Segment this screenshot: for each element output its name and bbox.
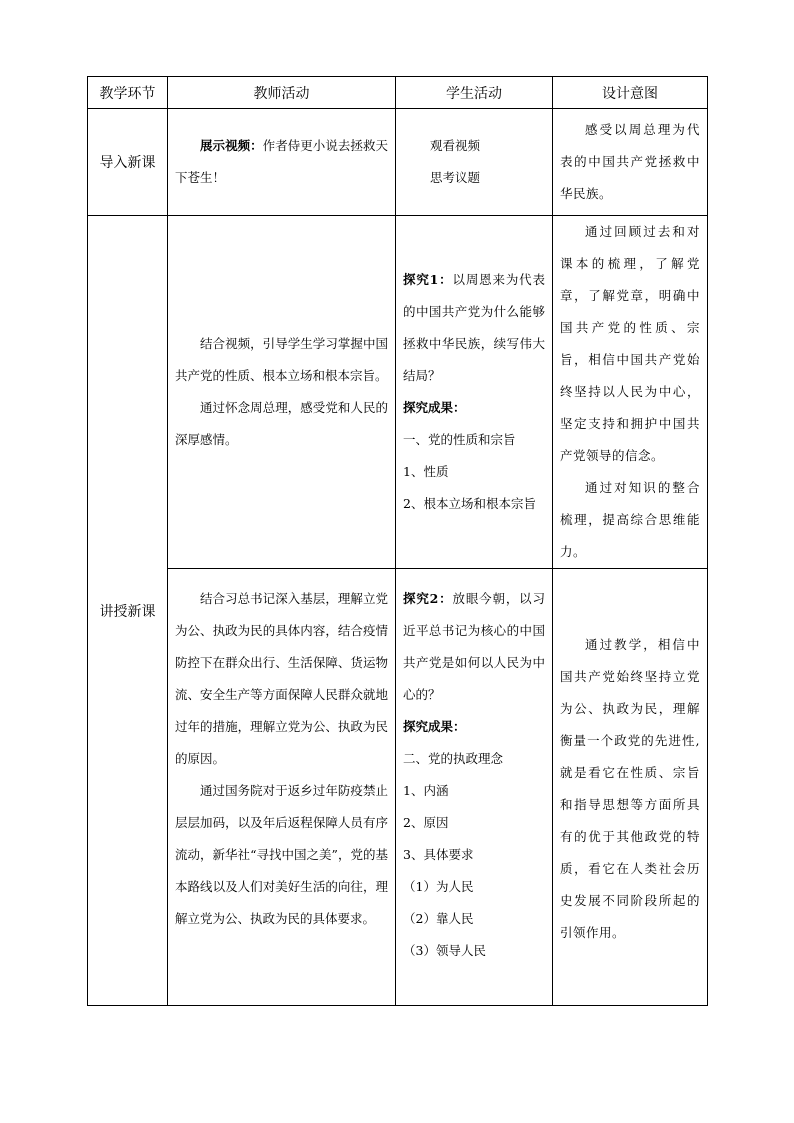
result-item: （3）领导人民 <box>403 943 486 958</box>
lesson-plan-table <box>87 76 708 1006</box>
result-item: 1、内涵 <box>403 783 449 798</box>
header-row <box>88 77 708 109</box>
header-stage: 教学环节 <box>88 77 168 109</box>
question-label: 探究2： <box>403 591 453 606</box>
table-row <box>88 109 708 216</box>
intent-text: 通过对知识的整合梳理，提高综合思维能力。 <box>560 480 700 559</box>
teacher-activity-cell <box>168 109 396 216</box>
table-row <box>88 216 708 569</box>
result-label: 探究成果： <box>403 400 466 415</box>
teacher-activity-cell <box>168 216 396 569</box>
header-teacher-activity: 教师活动 <box>168 77 396 109</box>
result-item: 1、性质 <box>403 464 449 479</box>
stage-cell: 导入新课 <box>88 109 168 216</box>
question-label: 探究1： <box>403 272 453 287</box>
student-activity-cell <box>396 109 553 216</box>
student-activity-cell <box>396 569 553 1006</box>
teacher-text: 通过国务院对于返乡过年防疫禁止层层加码，以及年后返程保障人员有序流动，新华社“寻找中国之美”，党的基本路线以及人们对美好生活的向往，理解立党为公、执政为民的具体要求。 <box>175 783 388 926</box>
question-text: 以周恩来为代表的中国共产党为什么能够拯救中华民族，续写伟大结局？ <box>403 272 545 383</box>
design-intent-cell <box>553 109 708 216</box>
table-row <box>88 569 708 1006</box>
stage-cell: 讲授新课 <box>88 216 168 1006</box>
teacher-text: 结合习总书记深入基层，理解立党为公、执政为民的具体内容，结合疫情防控下在群众出行、生活保障、货运物流、安全生产等方面保障人民群众就地过年的措施，理解立党为公、执政为民的原因。 <box>175 591 388 766</box>
result-item: （2）靠人民 <box>403 911 474 926</box>
teacher-text: 作者侍更小说去拯救天下苍生！ <box>175 138 388 185</box>
question-text: 放眼今朝，以习近平总书记为核心的中国共产党是如何以人民为中心的？ <box>403 591 545 702</box>
result-item: 2、根本立场和根本宗旨 <box>403 496 536 511</box>
student-activity-cell <box>396 216 553 569</box>
student-item: 思考议题 <box>430 170 481 185</box>
video-label: 展示视频： <box>200 138 263 153</box>
result-item: 2、原因 <box>403 815 449 830</box>
result-item: 3、具体要求 <box>403 847 474 862</box>
result-item: （1）为人民 <box>403 879 474 894</box>
result-label: 探究成果： <box>403 719 466 734</box>
header-design-intent: 设计意图 <box>553 77 708 109</box>
design-intent-cell <box>553 569 708 1006</box>
teacher-activity-cell <box>168 569 396 1006</box>
intent-text: 通过教学，相信中国共产党始终坚持立党为公、执政为民，理解衡量一个政党的先进性,就是看它在性质、宗旨和指导思想等方面所具有的优于其他政党的特质，看它在人类社会历史发展不同阶段所起的引领作用。 <box>560 637 700 940</box>
teacher-text: 结合视频，引导学生学习掌握中国共产党的性质、根本立场和根本宗旨。 <box>175 336 388 383</box>
intent-text: 感受以周总理为代表的中国共产党拯救中华民族。 <box>560 122 700 201</box>
result-item: 二、党的执政理念 <box>403 751 504 766</box>
design-intent-cell <box>553 216 708 569</box>
intent-text: 通过回顾过去和对课本的梳理，了解党章，了解党章，明确中国共产党的性质、宗旨，相信中国共产党始终坚持以人民为中心，坚定支持和拥护中国共产党领导的信念。 <box>560 224 700 463</box>
result-item: 一、党的性质和宗旨 <box>403 432 516 447</box>
header-student-activity: 学生活动 <box>396 77 553 109</box>
teacher-text: 通过怀念周总理，感受党和人民的深厚感情。 <box>175 400 388 447</box>
student-item: 观看视频 <box>430 138 481 153</box>
